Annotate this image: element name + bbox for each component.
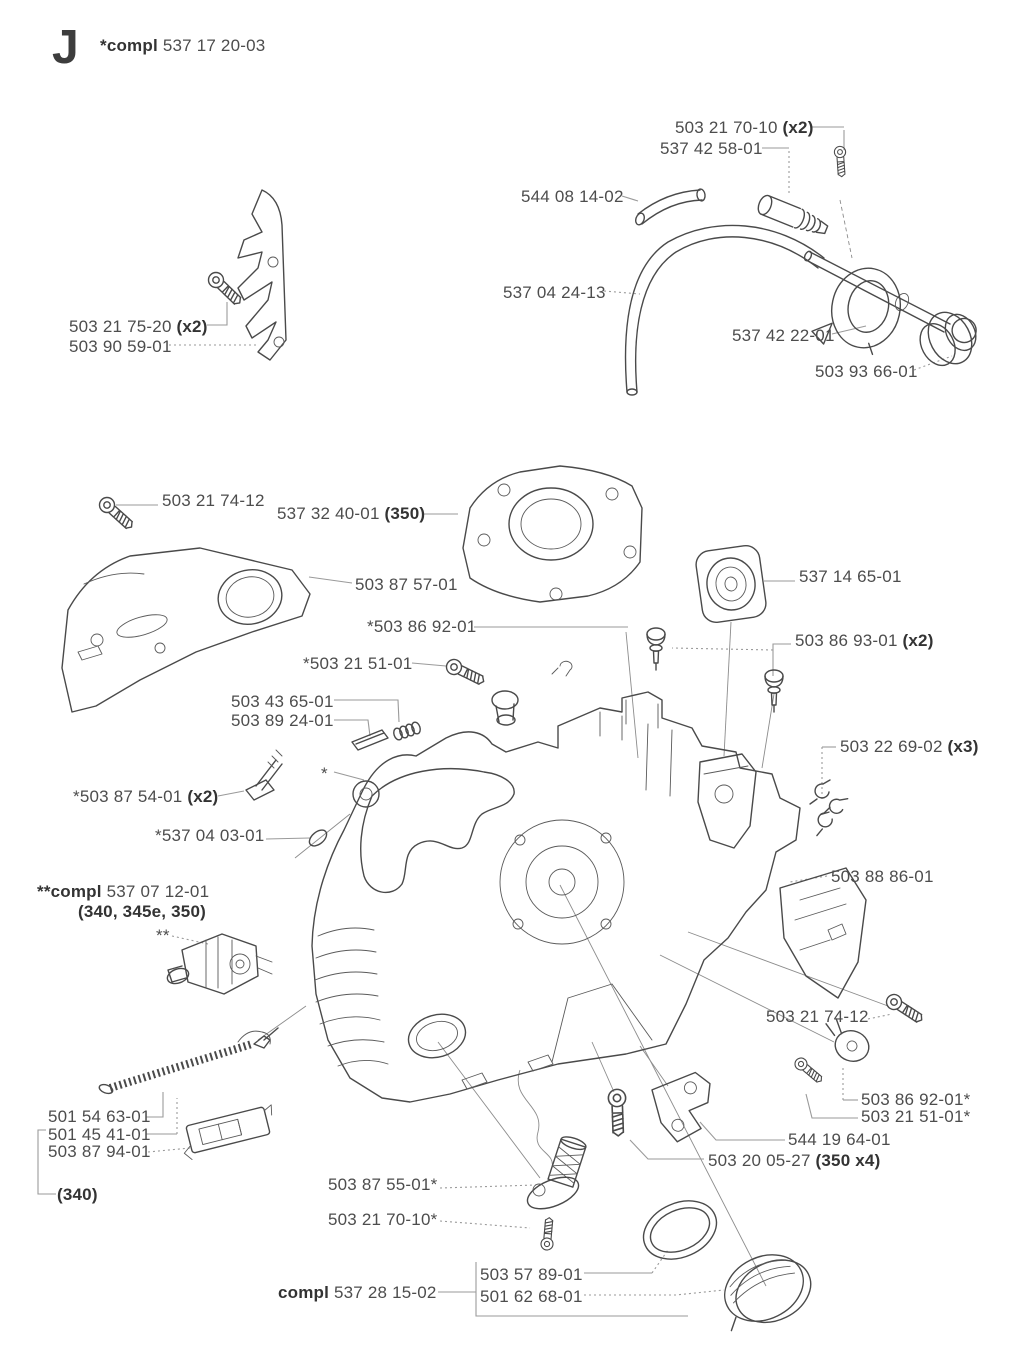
flanged-plug bbox=[492, 691, 518, 725]
retaining-clip-2 bbox=[821, 792, 848, 821]
label-screw-503-21-70-10-b: 503 21 70-10* bbox=[328, 1210, 438, 1229]
label-clip-503-22-69-02-x3: 503 22 69-02 (x3) bbox=[840, 737, 979, 756]
case-screw bbox=[608, 1089, 627, 1136]
fuel-filter bbox=[756, 193, 830, 239]
label-hose-544-08-14-02: 544 08 14-02 bbox=[521, 187, 624, 206]
plug-screw bbox=[793, 1056, 826, 1086]
label-compl-537-28-15-02: compl 537 28 15-02 bbox=[278, 1283, 437, 1302]
label-strainer-503-87-55-01: 503 87 55-01* bbox=[328, 1175, 438, 1194]
label-cap-501-62-68-01: 501 62 68-01 bbox=[480, 1287, 583, 1306]
label-screw-503-21-74-12-lower: 503 21 74-12 bbox=[766, 1007, 869, 1026]
label-spike-503-90-59-01: 503 90 59-01 bbox=[69, 337, 172, 356]
label-plate-503-87-94-01: 503 87 94-01 bbox=[48, 1142, 151, 1161]
label-fuel-filter-537-42-58-01: 537 42 58-01 bbox=[660, 139, 763, 158]
o-ring bbox=[634, 1190, 725, 1270]
oil-pump bbox=[165, 934, 272, 994]
label-plug-503-86-92-01-b: 503 86 92-01* bbox=[861, 1090, 971, 1109]
fuel-line bbox=[625, 225, 824, 395]
label-screw-503-21-74-12-top: 503 21 74-12 bbox=[162, 491, 265, 510]
label-screw-503-20-05-27-350x4: 503 20 05-27 (350 x4) bbox=[708, 1151, 881, 1170]
key-and-spring bbox=[352, 721, 422, 750]
impulse-valve-1 bbox=[647, 628, 665, 670]
pump-cable bbox=[98, 1028, 278, 1095]
guard-screw bbox=[884, 992, 926, 1027]
bumper-spike bbox=[238, 190, 286, 360]
cylinder-base bbox=[463, 466, 642, 602]
label-valve-503-86-93-01-x2: 503 86 93-01 (x2) bbox=[795, 631, 934, 650]
label-guard-503-88-86-01: 503 88 86-01 bbox=[831, 867, 934, 886]
label-spring-503-89-24-01: 503 89 24-01 bbox=[231, 711, 334, 730]
fuel-hose-short bbox=[634, 189, 706, 227]
guard-plate bbox=[780, 868, 866, 998]
impulse-valve-2 bbox=[765, 670, 783, 712]
oil-cap bbox=[707, 1240, 821, 1341]
t-bolt bbox=[246, 750, 282, 800]
clutch-side-plate bbox=[62, 548, 310, 712]
strainer-screw bbox=[540, 1217, 555, 1250]
label-screw-503-21-51-01-a: *503 21 51-01 bbox=[303, 654, 413, 673]
label-figure-compl: *compl 537 17 20-03 bbox=[100, 36, 266, 55]
crankcase bbox=[312, 692, 800, 1102]
oil-strainer bbox=[523, 1134, 587, 1215]
label-base-537-32-40-01-350: 537 32 40-01 (350) bbox=[277, 504, 426, 523]
label-plate-503-87-57-01: 503 87 57-01 bbox=[355, 575, 458, 594]
fuel-cap bbox=[911, 301, 988, 376]
small-clip bbox=[552, 661, 572, 676]
label-cable-501-54-63-01: 501 54 63-01 bbox=[48, 1107, 151, 1126]
label-model-340: (340) bbox=[57, 1185, 98, 1204]
label-oring-503-57-89-01: 503 57 89-01 bbox=[480, 1265, 583, 1284]
label-fuel-cap-503-93-66-01: 503 93 66-01 bbox=[815, 362, 918, 381]
label-fuel-line-537-04-24-13: 537 04 24-13 bbox=[503, 283, 606, 302]
label-retainer-537-42-22-01: 537 42 22-01 bbox=[732, 326, 835, 345]
cap-rod bbox=[803, 250, 950, 332]
label-asterisk-marker: * bbox=[321, 764, 328, 783]
label-screw-503-21-75-20-x2: 503 21 75-20 (x2) bbox=[69, 317, 208, 336]
label-screw-503-21-70-10-x2: 503 21 70-10 (x2) bbox=[675, 118, 814, 137]
label-clamp-501-45-41-01: 501 45 41-01 bbox=[48, 1125, 151, 1144]
label-bolt-503-87-54-01-x2: *503 87 54-01 (x2) bbox=[73, 787, 219, 806]
label-screw-503-21-51-01-b: 503 21 51-01* bbox=[861, 1107, 971, 1126]
tank-screw bbox=[834, 146, 847, 177]
retaining-clip-1 bbox=[810, 780, 830, 804]
label-grommet-537-14-65-01: 537 14 65-01 bbox=[799, 567, 902, 586]
grommet bbox=[694, 544, 767, 624]
label-bracket-544-19-64-01: 544 19 64-01 bbox=[788, 1130, 891, 1149]
center-screw bbox=[444, 657, 487, 688]
tank-plate bbox=[178, 1105, 279, 1161]
label-key-503-43-65-01: 503 43 65-01 bbox=[231, 692, 334, 711]
label-pin-537-04-03-01: *537 04 03-01 bbox=[155, 826, 265, 845]
plate-screw bbox=[96, 494, 136, 532]
label-pump-compl-537-07-12-01: **compl 537 07 12-01 bbox=[37, 882, 210, 901]
figure-letter: J bbox=[52, 21, 79, 74]
label-double-asterisk-marker: ** bbox=[156, 926, 170, 945]
label-models-340-345e-350: (340, 345e, 350) bbox=[78, 902, 206, 921]
label-plug-503-86-92-01-a: *503 86 92-01 bbox=[367, 617, 477, 636]
